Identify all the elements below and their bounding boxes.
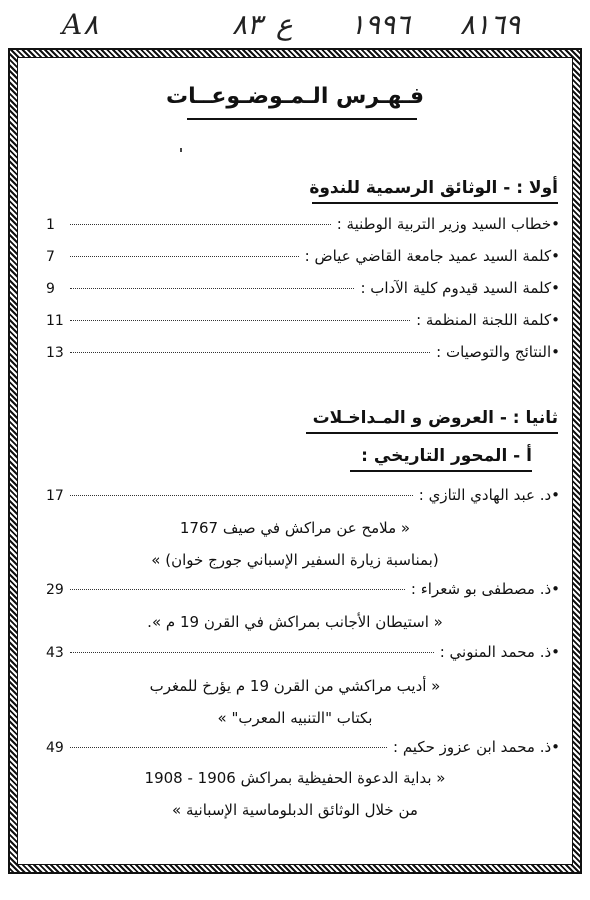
title-underline (187, 118, 417, 120)
dot-leader (70, 747, 387, 748)
toc-row[interactable] (46, 486, 560, 508)
dot-leader (70, 256, 299, 257)
paper-title: من خلال الوثائق الدبلوماسية الإسبانية » (172, 801, 418, 819)
page-number: 1 (46, 217, 55, 233)
toc-row[interactable] (46, 279, 560, 301)
paper-title: « استيطان الأجانب بمراكش في القرن 19 م ». (147, 613, 443, 631)
page-number: 9 (46, 281, 55, 297)
page-title: فـهـرس الـمـوضـوعــات (165, 84, 425, 109)
toc-entry-title: •كلمة السيد قيدوم كلية الآداب : (360, 279, 560, 297)
dot-leader (70, 224, 331, 225)
handwritten-note-center-a: ٨٣ (232, 8, 263, 41)
page-number: 29 (46, 582, 64, 598)
dot-leader (70, 652, 434, 653)
toc-row[interactable] (46, 311, 560, 333)
dot-leader (70, 352, 430, 353)
toc-row[interactable] (46, 215, 560, 237)
subsection-underline (350, 470, 532, 472)
toc-row[interactable] (46, 580, 560, 602)
section-underline (306, 432, 558, 434)
page-number: 43 (46, 645, 64, 661)
paper-title: « ملامح عن مراكش في صيف 1767 (179, 519, 411, 537)
handwritten-note-right: ٨١٦٩ (460, 8, 521, 41)
page-number: 11 (46, 313, 64, 329)
toc-entry-title: •خطاب السيد وزير التربية الوطنية : (336, 215, 560, 233)
section-underline (312, 202, 558, 204)
toc-entry-title: •كلمة اللجنة المنظمة : (416, 311, 560, 329)
toc-row[interactable] (46, 738, 560, 760)
dot-leader (70, 288, 354, 289)
page-number: 49 (46, 740, 64, 756)
subsection-heading-historical-axis: أ - المحور التاريخي : (361, 446, 532, 466)
toc-entry-title: •النتائج والتوصيات : (436, 343, 560, 361)
handwritten-year: ١٩٩٦ (350, 8, 411, 41)
paper-title: (بمناسبة زيارة السفير الإسباني جورج خوان) » (151, 551, 439, 569)
toc-entry-title: •كلمة السيد عميد جامعة القاضي عياض : (304, 247, 560, 265)
dot-leader (70, 320, 410, 321)
handwritten-note-left: A٨ (62, 8, 99, 41)
dot-leader (70, 589, 405, 590)
handwritten-note-center-b: ع (276, 8, 293, 41)
page-number: 17 (46, 488, 64, 504)
dot-leader (70, 495, 413, 496)
author-name: •ذ. محمد ابن عزوز حكيم : (393, 738, 560, 756)
author-name: •ذ. محمد المنوني : (439, 643, 560, 661)
paper-title: « أديب مراكشي من القرن 19 م يؤرخ للمغرب (149, 677, 441, 695)
author-name: •د. عبد الهادي التازي : (418, 486, 560, 504)
author-name: •ذ. مصطفى بو شعراء : (410, 580, 560, 598)
page-number: 7 (46, 249, 55, 265)
toc-row[interactable] (46, 643, 560, 665)
section-heading-official-documents: أولا : - الوثائق الرسمية للندوة (309, 178, 558, 198)
page-number: 13 (46, 345, 64, 361)
toc-row[interactable] (46, 247, 560, 269)
section-heading-presentations: ثانيا : - العروض و المـداخـلات (312, 408, 558, 428)
paper-title: بكتاب "التنبيه المعرب" » (217, 709, 373, 727)
speck (180, 148, 182, 152)
paper-title: « بداية الدعوة الحفيظية بمراكش 1906 - 1908 (144, 769, 446, 787)
toc-row[interactable] (46, 343, 560, 365)
